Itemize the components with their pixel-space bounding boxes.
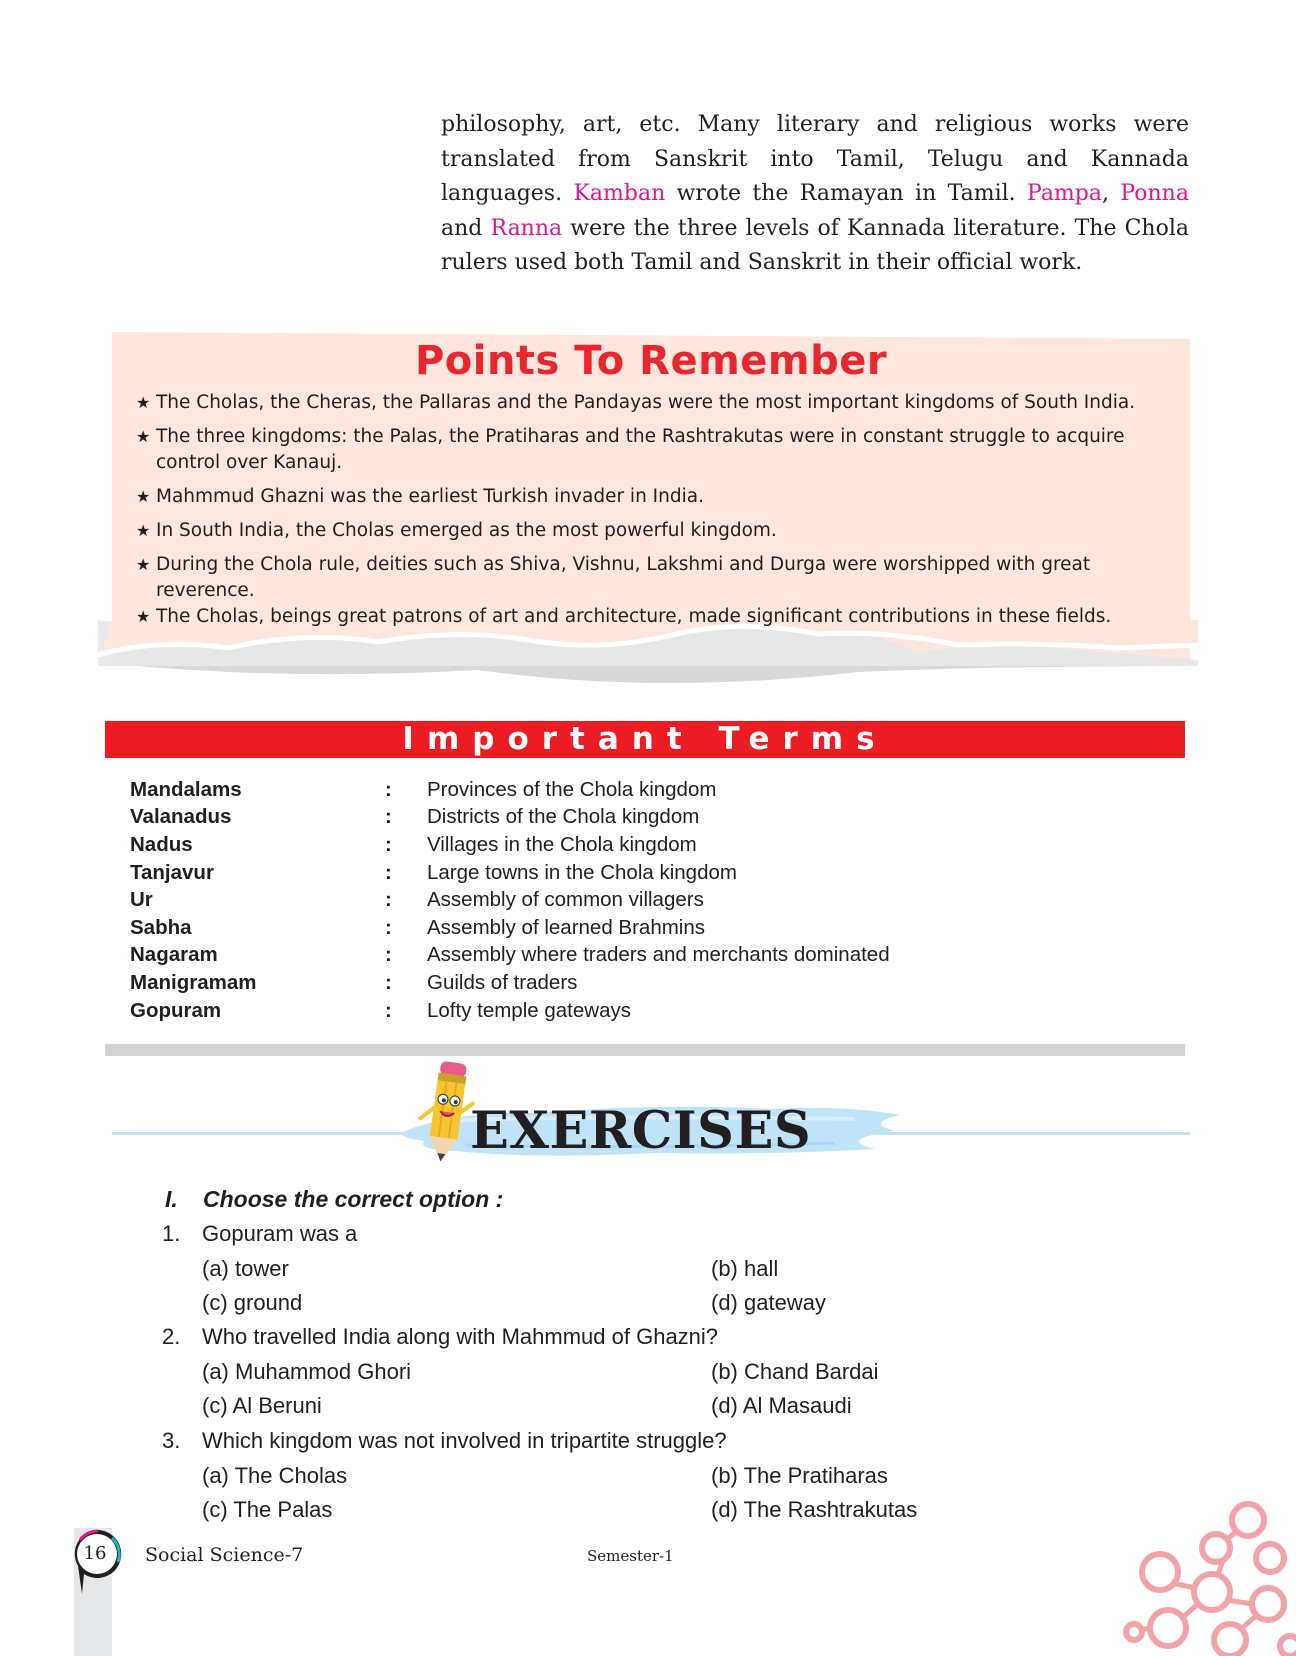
term-colon: :	[385, 970, 392, 994]
option-b: (b) hall	[711, 1255, 779, 1281]
option-b: (b) The Pratiharas	[711, 1462, 888, 1488]
table-row	[130, 942, 1180, 970]
term-name: Nadus	[130, 832, 193, 856]
option-row	[162, 1286, 1162, 1321]
term-definition: Guilds of traders	[427, 970, 578, 994]
exercises-title: EXERCISES	[470, 1101, 812, 1161]
question-label: Who travelled India along with Mahmmud of Ghazni?	[202, 1324, 719, 1349]
list-item	[136, 604, 1176, 630]
term-name: Mandalams	[130, 777, 242, 801]
highlight-kamban: Kamban	[573, 181, 666, 206]
term-name: Gopuram	[130, 998, 222, 1022]
option-c: (c) ground	[202, 1290, 303, 1315]
highlight-ponna: Ponna	[1120, 181, 1189, 206]
term-definition: Lofty temple gateways	[427, 998, 631, 1022]
term-definition: Assembly of learned Brahmins	[427, 915, 706, 939]
option-row	[162, 1252, 1162, 1287]
intro-text: were the three levels of Kannada literature. The Chola	[562, 215, 1189, 241]
point-text: The three kingdoms: the Palas, the Pratiharas and the Rashtrakutas were in constant struggle to acquire control over Kanauj.	[156, 426, 1125, 473]
term-definition: Provinces of the Chola kingdom	[427, 777, 717, 801]
question-text	[162, 1424, 1162, 1459]
term-definition: Assembly where traders and merchants dominated	[427, 943, 890, 967]
star-icon: ★	[136, 393, 151, 412]
list-item	[136, 424, 1176, 476]
list-item	[136, 518, 1176, 544]
point-text: The Cholas, the Cheras, the Pallaras and the Pandayas were the most important kingdoms of South India.	[156, 392, 1136, 413]
intro-text: wrote the Ramayan in Tamil.	[665, 181, 1027, 206]
table-row	[130, 969, 1180, 997]
intro-text: ,	[1102, 181, 1121, 206]
option-a: (a) tower	[202, 1255, 289, 1281]
list-item	[136, 484, 1176, 510]
question-label: Gopuram was a	[202, 1221, 358, 1246]
intro-line-3	[441, 177, 1189, 212]
table-row	[130, 886, 1180, 914]
term-colon: :	[385, 998, 392, 1022]
question-number: 1.	[162, 1221, 181, 1246]
intro-line-5: rulers used both Tamil and Sanskrit in their official work.	[441, 250, 1083, 275]
highlight-ranna: Ranna	[490, 215, 563, 241]
option-d: (d) The Rashtrakutas	[711, 1497, 918, 1522]
footer-book-title: Social Science-7	[145, 1544, 304, 1566]
term-name: Tanjavur	[130, 860, 214, 884]
star-icon: ★	[136, 487, 151, 506]
intro-paragraph	[441, 108, 1189, 281]
terms-header: Important Terms	[105, 721, 1185, 758]
term-colon: :	[385, 777, 392, 801]
option-a: (a) Muhammod Ghori	[202, 1358, 412, 1384]
points-list	[136, 390, 1176, 630]
table-row	[130, 804, 1180, 832]
point-text: During the Chola rule, deities such as Shiva, Vishnu, Lakshmi and Durga were worshipped with great reverence.	[156, 554, 1091, 601]
terms-table	[130, 776, 1180, 1024]
option-c: (c) The Palas	[202, 1497, 333, 1522]
term-colon: :	[385, 915, 392, 939]
table-row	[130, 859, 1180, 887]
table-row	[130, 997, 1180, 1025]
term-name: Ur	[130, 888, 153, 912]
term-definition: Districts of the Chola kingdom	[427, 805, 700, 829]
term-colon: :	[385, 860, 392, 884]
term-definition: Large towns in the Chola kingdom	[427, 860, 737, 884]
option-row	[162, 1355, 1162, 1390]
intro-line-2: translated from Sanskrit into Tamil, Telugu and Kannada	[441, 146, 1189, 172]
term-name: Valanadus	[130, 805, 232, 829]
option-row	[162, 1389, 1162, 1424]
highlight-pampa: Pampa	[1027, 181, 1102, 206]
question-label: Which kingdom was not involved in tripartite struggle?	[202, 1428, 727, 1453]
option-d: (d) gateway	[711, 1290, 826, 1315]
table-row	[130, 776, 1180, 804]
term-name: Sabha	[130, 915, 192, 939]
option-a: (a) The Cholas	[202, 1462, 348, 1488]
option-row	[162, 1459, 1162, 1494]
term-colon: :	[385, 943, 392, 967]
table-row	[130, 831, 1180, 859]
term-colon: :	[385, 832, 392, 856]
intro-text: languages.	[441, 181, 574, 206]
list-item	[136, 552, 1176, 604]
section-heading	[165, 1186, 503, 1213]
question-text	[162, 1217, 1162, 1252]
star-icon: ★	[136, 555, 151, 574]
term-definition: Villages in the Chola kingdom	[427, 832, 697, 856]
option-c: (c) Al Beruni	[202, 1393, 322, 1418]
question-3	[162, 1424, 1162, 1528]
table-row	[130, 914, 1180, 942]
intro-line-4	[441, 212, 1189, 247]
star-icon: ★	[136, 607, 151, 626]
question-number: 2.	[162, 1324, 181, 1349]
term-colon: :	[385, 805, 392, 829]
question-1	[162, 1217, 1162, 1321]
point-text: In South India, the Cholas emerged as the most powerful kingdom.	[156, 520, 777, 541]
star-icon: ★	[136, 427, 151, 446]
point-text: The Cholas, beings great patrons of art and architecture, made significant contributions in these fields.	[156, 606, 1112, 627]
term-name: Manigramam	[130, 970, 257, 994]
section-title: Choose the correct option :	[203, 1186, 504, 1212]
option-b: (b) Chand Bardai	[711, 1358, 879, 1384]
question-2	[162, 1320, 1162, 1424]
option-d: (d) Al Masaudi	[711, 1393, 852, 1418]
term-definition: Assembly of common villagers	[427, 888, 704, 912]
footer-semester: Semester-1	[587, 1547, 674, 1565]
term-colon: :	[385, 888, 392, 912]
section-number: I.	[165, 1186, 178, 1212]
pencil-mascot-icon	[417, 1060, 477, 1168]
star-icon: ★	[136, 521, 151, 540]
intro-line-1: philosophy, art, etc. Many literary and religious works were	[441, 112, 1189, 137]
point-text: Mahmmud Ghazni was the earliest Turkish invader in India.	[156, 486, 704, 507]
bubbles-decoration-icon	[1120, 1500, 1296, 1656]
term-name: Nagaram	[130, 943, 218, 967]
question-number: 3.	[162, 1428, 181, 1453]
divider-bar	[105, 1044, 1185, 1056]
intro-text: and	[441, 215, 491, 241]
list-item	[136, 390, 1176, 416]
option-row	[162, 1493, 1162, 1528]
question-text	[162, 1320, 1162, 1355]
page-number: 16	[83, 1543, 107, 1564]
points-title: Points To Remember	[414, 338, 888, 384]
